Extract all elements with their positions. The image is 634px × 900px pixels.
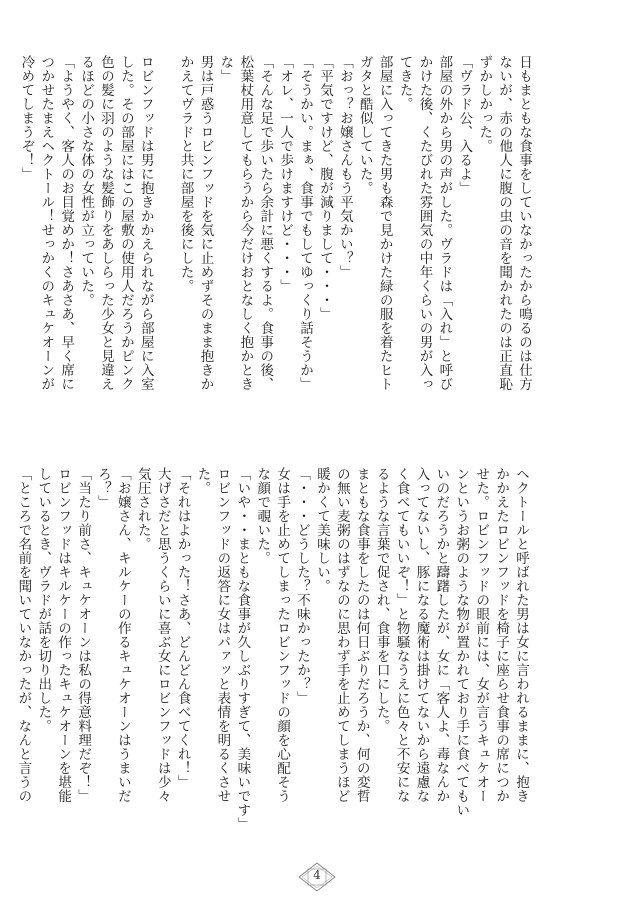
upper-text-line: した。その部屋にはこの屋敷の使用人だろうかピンク (117, 55, 134, 391)
upper-text-line: 日もまともな食事をしていなかったから鳴るのは仕方 (516, 55, 532, 391)
lower-text-line: かかえたロビンフッドを椅子に座らせ食事の席につか (493, 467, 510, 803)
upper-text-line: かえてヴラドと共に部屋を後にした。 (177, 55, 194, 293)
upper-text-line: 「ようやく、客人のお目覚めか！さあさあ、早く席に (58, 55, 75, 391)
upper-text-block (15, 55, 533, 400)
lower-text-line: ロビンフッドの返答に女はパァッと表情を明るくさせ (214, 467, 231, 803)
upper-text-line: 冷めてしまうぞ！」 (18, 55, 35, 181)
upper-text-line: な」 (217, 55, 234, 83)
upper-text-line: ずかしかった。 (476, 55, 493, 153)
upper-text-line: 部屋の外から男の声がした。ヴラドは「入れ」と呼び (436, 55, 453, 391)
lower-text-line: 「当たり前さ、キュケオーンは私の得意料理だぞ！」 (75, 467, 92, 803)
lower-text-line: な顔で覗いた。 (254, 467, 271, 565)
upper-text-line: 「ヴラド公、入るよ」 (456, 55, 473, 195)
lower-text-line: 入ってないし、豚になる魔術は掛けてないから遠慮な (413, 467, 430, 803)
lower-text-line: 大げさだと思うくらいに喜ぶ女にロビンフッドは少々 (154, 467, 171, 803)
lower-text-line: ろ？」 (94, 467, 111, 509)
lower-text-line: ロビンフッドはキルケーの作ったキュケオーンを堪能 (55, 467, 72, 803)
lower-text-line: ンというお粥のような物が置かれており手に食べてもい (453, 467, 470, 817)
lower-text-line: た。 (194, 467, 211, 495)
lower-text-line: 女は手を止めてしまったロビンフッドの顔を心配そう (274, 467, 291, 803)
upper-text-line: かけた後、くたびれた雰囲気の中年くらいの男が入っ (416, 55, 433, 391)
upper-text-line: 部屋に入ってきた男も森で見かけた緑の服を着たヒト (376, 55, 393, 391)
upper-text-line: 松葉杖用意してもらうから今だけおとなしく抱かとき (237, 55, 254, 391)
upper-text-line: 色の髪に羽のような髪飾りをあしらった少女と見違え (97, 55, 114, 391)
upper-text-line: ロビンフッドは男に抱きかかえられながら部屋に入室 (137, 55, 154, 391)
lower-text-line: 「それはよかった！さあ、どんどん食べてくれ！」 (174, 467, 191, 789)
lower-text-line: ヘクトールと呼ばれた男は女に言われるままに、抱き (513, 467, 529, 803)
upper-text-line: 「そんな足で歩いたら余計に悪くするよ。食事の後、 (257, 55, 274, 391)
lower-text-line: 気圧された。 (134, 467, 151, 551)
lower-text-line: 「いや・・まともな食事が久しぶりすぎて、美味いです」 (234, 467, 251, 831)
upper-text-line: 「おっ？お嬢さんもう平気かい？」 (336, 55, 353, 279)
upper-text-line: ないが、赤の他人に腹の虫の音を聞かれたのは正直恥 (496, 55, 513, 391)
lower-text-line: せた。ロビンフッドの眼前には、女が言うキュケオー (473, 467, 490, 803)
lower-text-line: 「・・・どうした？不味かったか？」 (294, 467, 311, 705)
lower-text-line: の無い麦粥のはずなのに思わず手を止めてしまうほど (333, 467, 350, 803)
upper-text-line: 「そうかい。まぁ、食事でもしてゆっくり話そうか」 (297, 55, 314, 391)
lower-text-line: 暖かくて美味しい。 (313, 467, 330, 593)
upper-text-line: つかせたまえヘクトール！せっかくのキュケオーンが (38, 55, 55, 391)
upper-text-line: 男は戸惑うロビンフッドを気に止めずそのまま抱きか (197, 55, 214, 391)
page-number: 4 (313, 868, 321, 882)
upper-text-line: 「オレ、一人で歩けますけど・・・」 (277, 55, 294, 293)
page-number-ornament (298, 862, 336, 892)
upper-text-line: るほどの小さな体の女性が立っていた。 (78, 55, 95, 307)
lower-text-line: く食べてもいいぞ！」と物騒なうえに色々と不安にな (393, 467, 410, 803)
lower-text-line: しているとき、ヴラドが話を切り出した。 (35, 467, 52, 733)
lower-text-line: 「お嬢さん、キルケーの作るキュケオーンはうまいだ (114, 467, 131, 803)
upper-text-line: てきた。 (396, 55, 413, 111)
lower-text-line: まともな食事をしたのは何日ぶりだろうか、何の変哲 (353, 467, 370, 803)
upper-text-line: ガタと酷似していた。 (356, 55, 373, 195)
lower-text-line: 「ところで名前を聞いていなかったが、なんと言うの (15, 467, 32, 803)
lower-text-block (12, 467, 530, 847)
upper-text-line (155, 55, 175, 400)
lower-text-line: るような言葉で促され、食事を口にした。 (373, 467, 390, 733)
lower-text-line: いのだろうかと躊躇したが、女に「客人よ、毒なんか (433, 467, 450, 803)
upper-text-line: 「平気ですけど、腹が減りまして・・・」 (316, 55, 333, 321)
